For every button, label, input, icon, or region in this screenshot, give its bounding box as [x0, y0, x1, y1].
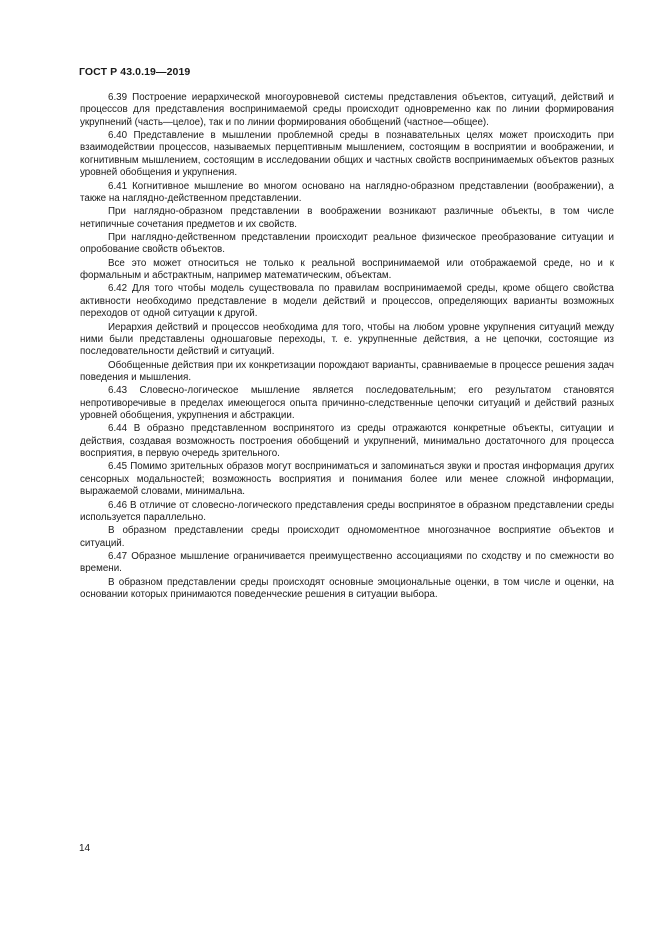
paragraph-text: При наглядно-образном представлении в воображении возникают различные объекты, в том числе нетипичные сочетания предметов и их свойств. [80, 206, 614, 230]
paragraph-6-39: 6.39 Построение иерархической многоуровневой системы представления объектов, ситуаций, действий и процессов для представления воспринимаемой среды происходит одновременно как по линии формирования укрупнений (часть—целое), так и по линии формирования обобщений (частное—общее). [80, 92, 614, 128]
paragraph-text: Обобщенные действия при их конкретизации порождают варианты, сравниваемые в процессе решения задач поведения и мышления. [80, 359, 614, 383]
paragraph-text: В образном представлении среды происходит одномоментное многозначное восприятие объектов и ситуаций. [80, 525, 614, 549]
document-header: ГОСТ Р 43.0.19—2019 [79, 66, 191, 78]
paragraph-text: В образном представлении среды происходят основные эмоциональные оценки, в том числе и оценки, на основании которых принимаются поведенческие решения в ситуации выбора. [80, 576, 614, 601]
paragraph-6-46: 6.46 В отличие от словесно-логического представления среды воспринятое в образном представлении среды используется параллельно. [80, 499, 614, 523]
page-number: 14 [79, 843, 91, 854]
document-body [80, 92, 614, 603]
paragraph-6-47: 6.47 Образное мышление ограничивается преимущественно ассоциациями по сходству и по смежности во времени. [80, 551, 614, 575]
paragraph-text: Иерархия действий и процессов необходима для того, чтобы на любом уровне укрупнения ситуаций между ними были представлены одношаговые переходы, т. е. укрупненные действия, а не цепочки, состоящие из последовательности действий и ситуаций. [80, 321, 614, 358]
paragraph-6-40: 6.40 Представление в мышлении проблемной среды в познавательных целях может происходить при взаимодействии процессов, называемых перцептивным мышлением, состоящим в восприятии и воображении, и когнитивным мышлением, состоящим в исследовании общих и частных свойств воспринимаемых объектов разных уровней обобщения и укрупнения. [80, 130, 614, 179]
paragraph-text: При наглядно-действенном представлении происходит реальное физическое преобразование ситуации и опробование свойств объектов. [80, 231, 614, 256]
paragraph-6-41: 6.41 Когнитивное мышление во многом основано на наглядно-образном представлении (воображении), а также на наглядно-действенном представлении. [80, 180, 614, 204]
paragraph-6-42: 6.42 Для того чтобы модель существовала по правилам воспринимаемой среды, кроме общего свойства активности необходимо представление в модели действий и процессов, определяющих варианты возможных переходов от одной ситуации к другой. [80, 283, 614, 320]
paragraph-6-44: 6.44 В образно представленном воспринятого из среды отражаются конкретные объекты, ситуации и действия, создавая возможность построения обобщений и укрупнений, минимально достаточного для процесса восприятия, в первую очередь зрительного. [80, 423, 614, 460]
paragraph-6-45: 6.45 Помимо зрительных образов могут восприниматься и запоминаться звуки и простая информация других сенсорных модальностей; возможность восприятия и понимания более или менее сложной информации, выражаемой словами, минимальна. [80, 461, 614, 498]
paragraph-text: Все это может относиться не только к реальной воспринимаемой или отображаемой среде, но и к формальным и абстрактным, например математическим, объектам. [80, 257, 614, 282]
paragraph-6-43: 6.43 Словесно-логическое мышление является последовательным; его результатом становятся непротиворечивые в пределах имеющегося опыта причинно-следственные цепочки ситуаций и действий разных уровней обобщения, укрупнения и абстракции. [80, 385, 614, 422]
